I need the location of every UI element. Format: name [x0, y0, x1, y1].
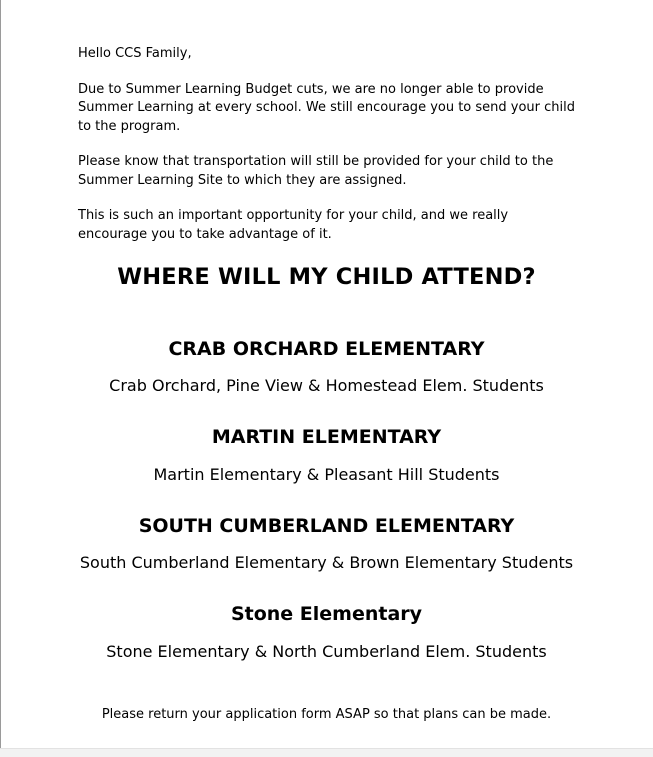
- footer-note: Please return your application form ASAP so that plans can be made.: [101, 707, 552, 722]
- page-heading: WHERE WILL MY CHILD ATTEND?: [117, 264, 536, 290]
- school-block-martin: [0, 424, 653, 486]
- school-students: Stone Elementary & North Cumberland Elem. Students: [106, 642, 547, 661]
- letter-body: [78, 45, 578, 261]
- school-block-stone: [0, 601, 653, 663]
- school-block-crab-orchard: [0, 336, 653, 397]
- letter-paragraph-budget: Due to Summer Learning Budget cuts, we are no longer able to provide Summer Learning at every school. We still encourage you to send your child to the program.: [78, 81, 576, 134]
- school-name: CRAB ORCHARD ELEMENTARY: [168, 338, 485, 360]
- school-name: MARTIN ELEMENTARY: [211, 426, 442, 448]
- school-name: Stone Elementary: [230, 603, 423, 625]
- school-name: SOUTH CUMBERLAND ELEMENTARY: [138, 515, 515, 537]
- school-students: Crab Orchard, Pine View & Homestead Elem. Students: [109, 376, 544, 395]
- school-students: South Cumberland Elementary & Brown Elementary Students: [79, 553, 574, 572]
- page-bottom-edge: [0, 748, 653, 757]
- letter-greeting: Hello CCS Family,: [78, 46, 192, 61]
- letter-paragraph-transportation: Please know that transportation will still be provided for your child to the Summer Learning Site to which they are assigned.: [78, 154, 554, 188]
- school-block-south-cumberland: [0, 513, 653, 574]
- school-students: Martin Elementary & Pleasant Hill Students: [153, 465, 500, 484]
- letter-paragraph-encouragement: This is such an important opportunity for your child, and we really encourage you to take advantage of it.: [78, 208, 509, 242]
